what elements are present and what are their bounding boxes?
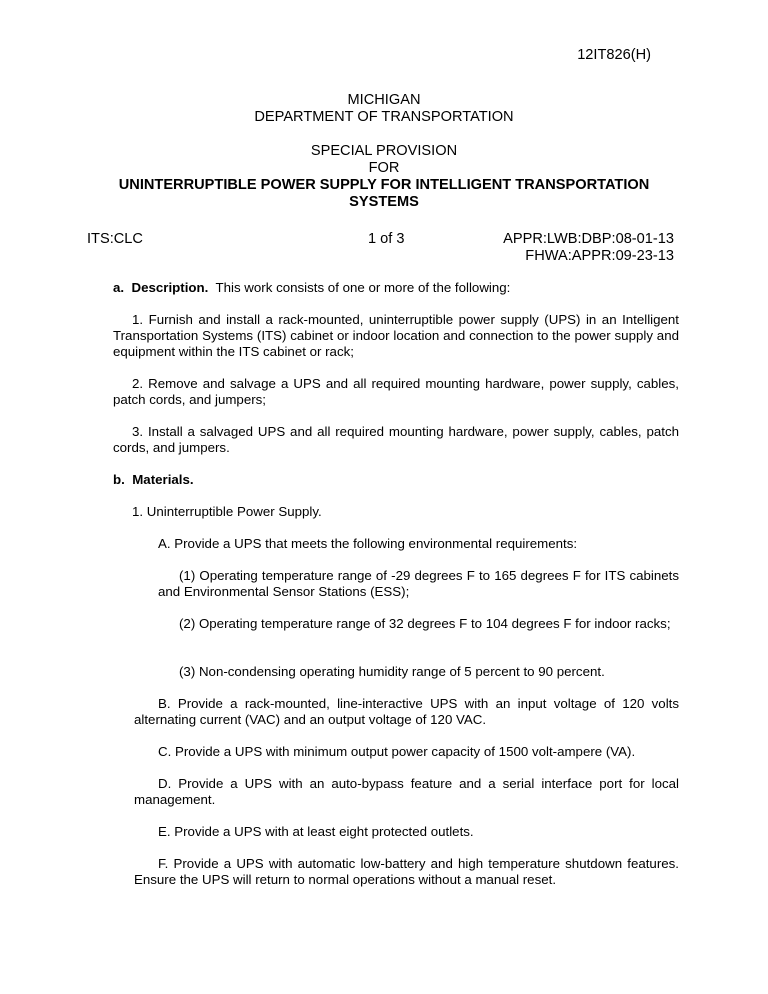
department-name: DEPARTMENT OF TRANSPORTATION [254,109,514,125]
document-title-line1: UNINTERRUPTIBLE POWER SUPPLY FOR INTELLIGENT TRANSPORTATION [118,177,650,193]
requirement-e: E. Provide a UPS with at least eight protected outlets. [158,824,474,839]
page-number: 1 of 3 [368,231,405,247]
for-label: FOR [368,160,400,176]
section-a-heading [113,280,679,296]
requirement-a: A. Provide a UPS that meets the following environmental requirements: [158,536,578,551]
section-a-item-2: 2. Remove and salvage a UPS and all required mounting hardware, power supply, cables, patch cords, and jumpers; [113,376,679,407]
section-a-intro: This work consists of one or more of the following: [215,280,511,295]
state-name: MICHIGAN [347,92,421,108]
requirement-a-1: (1) Operating temperature range of -29 degrees F to 165 degrees F for ITS cabinets and Environmental Sensor Stations (ESS); [158,568,679,599]
approval-line: APPR:LWB:DBP:08-01-13 [503,231,674,247]
requirement-f: F. Provide a UPS with automatic low-battery and high temperature shutdown features. Ensure the UPS will return to normal operations without a manual reset. [134,856,679,887]
document-title-line2: SYSTEMS [349,194,419,210]
section-a-label: a. [113,280,125,295]
section-b-label: b. [113,472,125,487]
special-provision-label: SPECIAL PROVISION [310,143,458,159]
requirement-a-3: (3) Non-condensing operating humidity range of 5 percent to 90 percent. [179,664,605,679]
requirement-a-2: (2) Operating temperature range of 32 degrees F to 104 degrees F for indoor racks; [179,616,671,631]
fhwa-approval-line: FHWA:APPR:09-23-13 [525,248,674,264]
section-b-title: Materials. [132,472,194,487]
requirement-b: B. Provide a rack-mounted, line-interactive UPS with an input voltage of 120 volts alternating current (VAC) and an output voltage of 120 VAC. [134,696,679,727]
document-id: 12IT826(H) [577,47,651,63]
section-a-item-3: 3. Install a salvaged UPS and all required mounting hardware, power supply, cables, patch cords, and jumpers. [113,424,679,455]
section-a-title: Description. [131,280,209,295]
requirement-d: D. Provide a UPS with an auto-bypass feature and a serial interface port for local management. [134,776,679,807]
requirement-c: C. Provide a UPS with minimum output power capacity of 1500 volt-ampere (VA). [158,744,636,759]
section-b-heading [113,472,679,488]
section-a-item-1: 1. Furnish and install a rack-mounted, uninterruptible power supply (UPS) in an Intelligent Transportation Systems (ITS) cabinet or indoor location and connection to the power supply and equipment within the ITS cabinet or rack; [113,312,679,359]
author-code: ITS:CLC [87,231,143,247]
ups-subheading: 1. Uninterruptible Power Supply. [132,504,322,519]
